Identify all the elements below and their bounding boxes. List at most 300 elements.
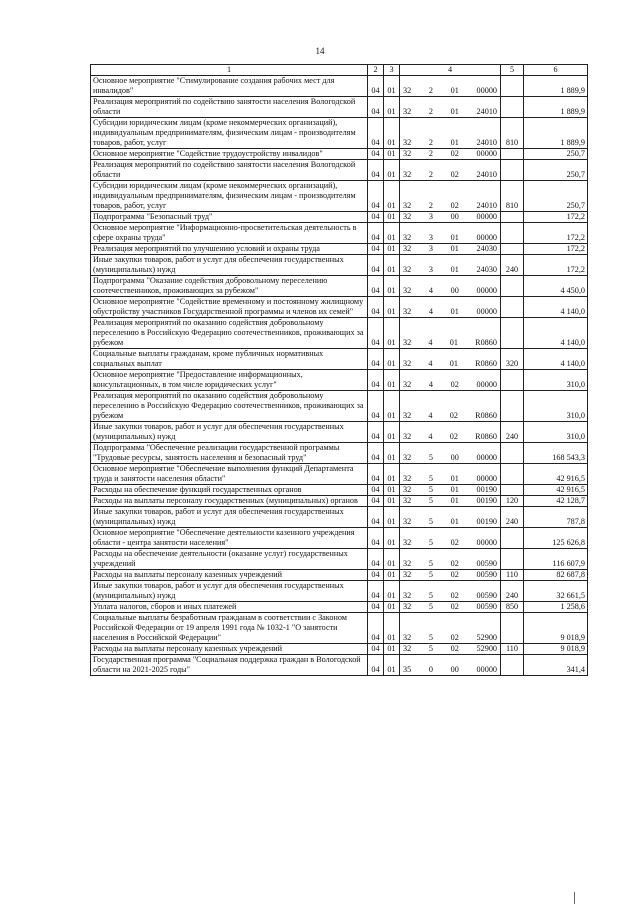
target-article-code bbox=[402, 244, 498, 254]
table-row bbox=[91, 443, 588, 464]
target-article-cell bbox=[400, 644, 501, 655]
code-part: 24010 bbox=[476, 138, 497, 147]
code-part: 32 bbox=[403, 453, 412, 462]
code-part: 0 bbox=[428, 665, 433, 674]
expense-type-cell: 240 bbox=[501, 255, 524, 276]
amount-cell: 172,2 bbox=[524, 223, 588, 244]
subsection-code-cell: 01 bbox=[384, 391, 400, 422]
code-part: 32 bbox=[403, 86, 412, 95]
target-article-cell bbox=[400, 613, 501, 644]
target-article-cell bbox=[400, 655, 501, 676]
code-part: 01 bbox=[449, 359, 458, 368]
table-row bbox=[91, 160, 588, 181]
section-code-cell: 04 bbox=[368, 422, 384, 443]
target-article-cell bbox=[400, 212, 501, 223]
table-row bbox=[91, 212, 588, 223]
expense-type-cell: 810 bbox=[501, 118, 524, 149]
row-name-cell: Подпрограмма "Оказание содействия добровольному переселению соотечественников, проживающих за рубежом" bbox=[91, 276, 368, 297]
expense-type-cell bbox=[501, 655, 524, 676]
amount-cell: 341,4 bbox=[524, 655, 588, 676]
code-part: 00000 bbox=[476, 453, 497, 462]
target-article-cell bbox=[400, 76, 501, 97]
row-name-cell: Расходы на выплаты персоналу казенных учреждений bbox=[91, 570, 368, 581]
target-article-code bbox=[402, 265, 498, 275]
code-part: 32 bbox=[403, 517, 412, 526]
code-part: 00000 bbox=[476, 212, 497, 221]
subsection-code-cell: 01 bbox=[384, 485, 400, 496]
expense-type-cell bbox=[501, 485, 524, 496]
target-article-code bbox=[402, 633, 498, 643]
subsection-code-cell: 01 bbox=[384, 181, 400, 212]
target-article-code bbox=[402, 559, 498, 569]
header-cell: 5 bbox=[501, 65, 524, 76]
code-part: 3 bbox=[428, 212, 433, 221]
section-code-cell: 04 bbox=[368, 97, 384, 118]
subsection-code-cell: 01 bbox=[384, 613, 400, 644]
expense-type-cell bbox=[501, 549, 524, 570]
row-name-cell: Подпрограмма "Безопасный труд" bbox=[91, 212, 368, 223]
target-article-code bbox=[402, 307, 498, 317]
code-part: 32 bbox=[403, 265, 412, 274]
amount-cell: 250,7 bbox=[524, 181, 588, 212]
section-code-cell: 04 bbox=[368, 244, 384, 255]
section-code-cell: 04 bbox=[368, 212, 384, 223]
code-part: 4 bbox=[428, 307, 433, 316]
code-part: 4 bbox=[428, 432, 433, 441]
table-row bbox=[91, 485, 588, 496]
subsection-code-cell: 01 bbox=[384, 528, 400, 549]
target-article-cell bbox=[400, 496, 501, 507]
expense-type-cell bbox=[501, 528, 524, 549]
code-part: 32 bbox=[403, 538, 412, 547]
code-part: 02 bbox=[450, 538, 459, 547]
code-part: 5 bbox=[428, 485, 433, 494]
amount-cell: 42 128,7 bbox=[524, 496, 588, 507]
amount-cell: 4 140,0 bbox=[524, 297, 588, 318]
row-name-cell: Государственная программа "Социальная поддержка граждан в Вологодской области на 2021-2025 годы" bbox=[91, 655, 368, 676]
target-article-cell bbox=[400, 181, 501, 212]
code-part: 32 bbox=[403, 591, 412, 600]
code-part: 01 bbox=[450, 138, 459, 147]
section-code-cell: 04 bbox=[368, 507, 384, 528]
code-part: 5 bbox=[428, 591, 433, 600]
code-part: 32 bbox=[403, 570, 412, 579]
subsection-code-cell: 01 bbox=[384, 349, 400, 370]
row-name-cell: Субсидии юридическим лицам (кроме некоммерческих организаций), индивидуальным предпринимателям, физическим лицам - производителям товаров, работ, услуг bbox=[91, 181, 368, 212]
target-article-cell bbox=[400, 160, 501, 181]
row-name-cell: Расходы на обеспечение функций государственных органов bbox=[91, 485, 368, 496]
row-name-cell: Иные закупки товаров, работ и услуг для обеспечения государственных (муниципальных) нужд bbox=[91, 422, 368, 443]
row-name-cell: Основное мероприятие "Стимулирование создания рабочих мест для инвалидов" bbox=[91, 76, 368, 97]
code-part: 3 bbox=[428, 233, 433, 242]
code-part: 32 bbox=[403, 496, 412, 505]
target-article-code bbox=[402, 138, 498, 148]
row-name-cell: Субсидии юридическим лицам (кроме некоммерческих организаций), индивидуальным предпринимателям, физическим лицам - производителям товаров, работ, услуг bbox=[91, 118, 368, 149]
target-article-cell bbox=[400, 528, 501, 549]
section-code-cell: 04 bbox=[368, 149, 384, 160]
code-part: 32 bbox=[403, 559, 412, 568]
expense-type-cell bbox=[501, 276, 524, 297]
code-part: 4 bbox=[428, 380, 433, 389]
table-row bbox=[91, 297, 588, 318]
code-part: 00000 bbox=[476, 149, 497, 158]
target-article-code bbox=[402, 86, 498, 96]
section-code-cell: 04 bbox=[368, 255, 384, 276]
target-article-cell bbox=[400, 276, 501, 297]
code-part: 00 bbox=[450, 665, 459, 674]
amount-cell: 310,0 bbox=[524, 391, 588, 422]
code-part: 02 bbox=[450, 170, 459, 179]
target-article-code bbox=[402, 496, 498, 506]
code-part: 2 bbox=[428, 107, 433, 116]
header-cell: 1 bbox=[91, 65, 368, 76]
code-part: 00000 bbox=[476, 538, 497, 547]
amount-cell: 168 543,3 bbox=[524, 443, 588, 464]
table-row bbox=[91, 549, 588, 570]
amount-cell: 310,0 bbox=[524, 422, 588, 443]
row-name-cell: Иные закупки товаров, работ и услуг для обеспечения государственных (муниципальных) нужд bbox=[91, 581, 368, 602]
section-code-cell: 04 bbox=[368, 496, 384, 507]
expense-type-cell bbox=[501, 223, 524, 244]
code-part: 01 bbox=[450, 517, 459, 526]
code-part: 01 bbox=[450, 265, 459, 274]
table-row bbox=[91, 118, 588, 149]
header-cell: 2 bbox=[368, 65, 384, 76]
row-name-cell: Расходы на обеспечение деятельности (оказание услуг) государственных учреждений bbox=[91, 549, 368, 570]
code-part: 5 bbox=[428, 633, 433, 642]
code-part: 32 bbox=[403, 411, 412, 420]
row-name-cell: Реализация мероприятий по содействию занятости населения Вологодской области bbox=[91, 97, 368, 118]
expense-type-cell: 110 bbox=[501, 570, 524, 581]
code-part: 4 bbox=[428, 338, 433, 347]
section-code-cell: 04 bbox=[368, 464, 384, 485]
amount-cell: 172,2 bbox=[524, 244, 588, 255]
target-article-code bbox=[402, 485, 498, 495]
subsection-code-cell: 01 bbox=[384, 507, 400, 528]
amount-cell: 172,2 bbox=[524, 255, 588, 276]
table-row bbox=[91, 318, 588, 349]
section-code-cell: 04 bbox=[368, 581, 384, 602]
table-row bbox=[91, 602, 588, 613]
subsection-code-cell: 01 bbox=[384, 644, 400, 655]
header-cell: 3 bbox=[384, 65, 400, 76]
code-part: 01 bbox=[450, 107, 459, 116]
code-part: 02 bbox=[450, 380, 459, 389]
target-article-cell bbox=[400, 349, 501, 370]
code-part: 3 bbox=[428, 265, 433, 274]
section-code-cell: 04 bbox=[368, 76, 384, 97]
expense-type-cell bbox=[501, 464, 524, 485]
expense-type-cell: 120 bbox=[501, 496, 524, 507]
row-name-cell: Основное мероприятие "Обеспечение деятельности казенного учреждения области - центра занятости населения" bbox=[91, 528, 368, 549]
subsection-code-cell: 01 bbox=[384, 496, 400, 507]
section-code-cell: 04 bbox=[368, 370, 384, 391]
section-code-cell: 04 bbox=[368, 644, 384, 655]
amount-cell: 4 140,0 bbox=[524, 349, 588, 370]
code-part: 01 bbox=[450, 86, 459, 95]
amount-cell: 4 450,0 bbox=[524, 276, 588, 297]
section-code-cell: 04 bbox=[368, 549, 384, 570]
code-part: 5 bbox=[428, 644, 433, 653]
amount-cell: 9 018,9 bbox=[524, 644, 588, 655]
target-article-code bbox=[402, 517, 498, 527]
section-code-cell: 04 bbox=[368, 181, 384, 212]
target-article-code bbox=[402, 107, 498, 117]
target-article-cell bbox=[400, 297, 501, 318]
row-name-cell: Реализация мероприятий по содействию занятости населения Вологодской области bbox=[91, 160, 368, 181]
target-article-cell bbox=[400, 391, 501, 422]
expense-type-cell bbox=[501, 297, 524, 318]
target-article-code bbox=[402, 212, 498, 222]
target-article-code bbox=[402, 233, 498, 243]
expense-type-cell bbox=[501, 613, 524, 644]
subsection-code-cell: 01 bbox=[384, 244, 400, 255]
subsection-code-cell: 01 bbox=[384, 118, 400, 149]
code-part: 32 bbox=[403, 286, 412, 295]
subsection-code-cell: 01 bbox=[384, 602, 400, 613]
subsection-code-cell: 01 bbox=[384, 297, 400, 318]
section-code-cell: 04 bbox=[368, 391, 384, 422]
section-code-cell: 04 bbox=[368, 613, 384, 644]
target-article-code bbox=[402, 602, 498, 612]
table-row bbox=[91, 528, 588, 549]
table-row bbox=[91, 244, 588, 255]
row-name-cell: Социальные выплаты безработным гражданам в соответствии с Законом Российской Федерации от 19 апреля 1991 года № 1032-1 "О занятости населения в Российской Федерации" bbox=[91, 613, 368, 644]
target-article-cell bbox=[400, 570, 501, 581]
amount-cell: 116 607,9 bbox=[524, 549, 588, 570]
code-part: 01 bbox=[450, 496, 459, 505]
table-row bbox=[91, 464, 588, 485]
code-part: 4 bbox=[428, 411, 433, 420]
target-article-code bbox=[402, 380, 498, 390]
code-part: 01 bbox=[450, 244, 459, 253]
code-part: 24030 bbox=[476, 265, 497, 274]
expense-type-cell: 110 bbox=[501, 644, 524, 655]
code-part: 02 bbox=[450, 602, 459, 611]
table-row bbox=[91, 370, 588, 391]
target-article-code bbox=[402, 591, 498, 601]
table-row bbox=[91, 613, 588, 644]
target-article-code bbox=[402, 149, 498, 159]
code-part: 02 bbox=[449, 432, 458, 441]
target-article-cell bbox=[400, 422, 501, 443]
table-row bbox=[91, 349, 588, 370]
amount-cell: 250,7 bbox=[524, 149, 588, 160]
subsection-code-cell: 01 bbox=[384, 255, 400, 276]
table-row bbox=[91, 76, 588, 97]
code-part: 5 bbox=[428, 559, 433, 568]
code-part: 00000 bbox=[476, 307, 497, 316]
expense-type-cell bbox=[501, 443, 524, 464]
target-article-cell bbox=[400, 549, 501, 570]
table-row bbox=[91, 181, 588, 212]
code-part: R0860 bbox=[475, 359, 497, 368]
target-article-cell bbox=[400, 149, 501, 160]
table-row bbox=[91, 581, 588, 602]
expense-type-cell bbox=[501, 160, 524, 181]
table-row bbox=[91, 97, 588, 118]
code-part: 4 bbox=[428, 286, 433, 295]
code-part: 24010 bbox=[476, 170, 497, 179]
row-name-cell: Социальные выплаты гражданам, кроме публичных нормативных социальных выплат bbox=[91, 349, 368, 370]
amount-cell: 310,0 bbox=[524, 370, 588, 391]
code-part: 00190 bbox=[476, 485, 497, 494]
code-part: 3 bbox=[428, 244, 433, 253]
target-article-cell bbox=[400, 118, 501, 149]
code-part: 00000 bbox=[476, 86, 497, 95]
header-cell: 6 bbox=[524, 65, 588, 76]
code-part: 32 bbox=[403, 212, 412, 221]
code-part: 24010 bbox=[476, 107, 497, 116]
table-row bbox=[91, 496, 588, 507]
code-part: 32 bbox=[403, 432, 412, 441]
expense-type-cell: 240 bbox=[501, 507, 524, 528]
expense-type-cell: 240 bbox=[501, 422, 524, 443]
target-article-cell bbox=[400, 485, 501, 496]
code-part: 02 bbox=[450, 570, 459, 579]
amount-cell: 42 916,5 bbox=[524, 464, 588, 485]
subsection-code-cell: 01 bbox=[384, 655, 400, 676]
row-name-cell: Уплата налогов, сборов и иных платежей bbox=[91, 602, 368, 613]
code-part: 2 bbox=[428, 86, 433, 95]
code-part: 01 bbox=[450, 485, 459, 494]
target-article-cell bbox=[400, 370, 501, 391]
target-article-code bbox=[402, 665, 498, 675]
subsection-code-cell: 01 bbox=[384, 570, 400, 581]
scan-mark bbox=[574, 892, 575, 904]
code-part: 32 bbox=[403, 201, 412, 210]
target-article-cell bbox=[400, 255, 501, 276]
target-article-code bbox=[402, 474, 498, 484]
code-part: 2 bbox=[428, 201, 433, 210]
subsection-code-cell: 01 bbox=[384, 549, 400, 570]
code-part: 02 bbox=[450, 201, 459, 210]
subsection-code-cell: 01 bbox=[384, 149, 400, 160]
row-name-cell: Расходы на выплаты персоналу казенных учреждений bbox=[91, 644, 368, 655]
code-part: 32 bbox=[403, 170, 412, 179]
code-part: 32 bbox=[403, 338, 412, 347]
section-code-cell: 04 bbox=[368, 570, 384, 581]
expense-type-cell bbox=[501, 76, 524, 97]
code-part: 00000 bbox=[476, 286, 497, 295]
expense-type-cell bbox=[501, 370, 524, 391]
subsection-code-cell: 01 bbox=[384, 223, 400, 244]
code-part: 00000 bbox=[476, 665, 497, 674]
code-part: 00590 bbox=[476, 559, 497, 568]
code-part: 32 bbox=[403, 138, 412, 147]
target-article-cell bbox=[400, 97, 501, 118]
section-code-cell: 04 bbox=[368, 297, 384, 318]
code-part: R0860 bbox=[475, 338, 497, 347]
code-part: 00590 bbox=[476, 570, 497, 579]
code-part: R0860 bbox=[475, 432, 497, 441]
table-row bbox=[91, 149, 588, 160]
code-part: 32 bbox=[403, 107, 412, 116]
expense-type-cell: 810 bbox=[501, 181, 524, 212]
subsection-code-cell: 01 bbox=[384, 160, 400, 181]
code-part: 01 bbox=[450, 474, 459, 483]
target-article-code bbox=[402, 644, 498, 654]
row-name-cell: Основное мероприятие "Содействие трудоустройству инвалидов" bbox=[91, 149, 368, 160]
code-part: 00590 bbox=[476, 591, 497, 600]
amount-cell: 9 018,9 bbox=[524, 613, 588, 644]
target-article-code bbox=[402, 453, 498, 463]
section-code-cell: 04 bbox=[368, 276, 384, 297]
row-name-cell: Подпрограмма "Обеспечение реализации государственной программы "Трудовые ресурсы, занятость населения и безопасный труд" bbox=[91, 443, 368, 464]
code-part: 32 bbox=[403, 307, 412, 316]
code-part: 02 bbox=[450, 633, 459, 642]
code-part: 5 bbox=[428, 453, 433, 462]
target-article-code bbox=[402, 538, 498, 548]
target-article-cell bbox=[400, 244, 501, 255]
section-code-cell: 04 bbox=[368, 349, 384, 370]
code-part: 32 bbox=[403, 149, 412, 158]
code-part: 32 bbox=[403, 633, 412, 642]
amount-cell: 4 140,0 bbox=[524, 318, 588, 349]
row-name-cell: Основное мероприятие "Обеспечение выполнения функций Департамента труда и занятости населения области" bbox=[91, 464, 368, 485]
table-row bbox=[91, 422, 588, 443]
code-part: 00 bbox=[450, 212, 459, 221]
subsection-code-cell: 01 bbox=[384, 581, 400, 602]
amount-cell: 1 889,9 bbox=[524, 118, 588, 149]
target-article-cell bbox=[400, 318, 501, 349]
code-part: 2 bbox=[428, 170, 433, 179]
target-article-code bbox=[402, 359, 498, 369]
row-name-cell: Основное мероприятие "Содействие временному и постоянному жилищному обустройству участников Государственной программы и членов их семей" bbox=[91, 297, 368, 318]
code-part: 32 bbox=[403, 359, 412, 368]
row-name-cell: Реализация мероприятий по улучшению условий и охраны труда bbox=[91, 244, 368, 255]
section-code-cell: 04 bbox=[368, 160, 384, 181]
page-number: 14 bbox=[315, 46, 325, 56]
row-name-cell: Реализация мероприятий по оказанию содействия добровольному переселению в Российскую Федерацию соотечественников, проживающих за рубежом bbox=[91, 318, 368, 349]
code-part: 00 bbox=[450, 286, 459, 295]
code-part: 52900 bbox=[476, 644, 497, 653]
section-code-cell: 04 bbox=[368, 118, 384, 149]
target-article-code bbox=[402, 570, 498, 580]
target-article-cell bbox=[400, 581, 501, 602]
row-name-cell: Иные закупки товаров, работ и услуг для обеспечения государственных (муниципальных) нужд bbox=[91, 255, 368, 276]
code-part: 32 bbox=[403, 485, 412, 494]
code-part: 01 bbox=[450, 233, 459, 242]
expense-type-cell: 850 bbox=[501, 602, 524, 613]
code-part: 02 bbox=[449, 411, 458, 420]
subsection-code-cell: 01 bbox=[384, 76, 400, 97]
table-row bbox=[91, 507, 588, 528]
table-row bbox=[91, 655, 588, 676]
subsection-code-cell: 01 bbox=[384, 318, 400, 349]
row-name-cell: Основное мероприятие "Предоставление информационных, консультационных, в том числе юридических услуг" bbox=[91, 370, 368, 391]
row-name-cell: Расходы на выплаты персоналу государственных (муниципальных) органов bbox=[91, 496, 368, 507]
code-part: 02 bbox=[450, 591, 459, 600]
table-row bbox=[91, 391, 588, 422]
code-part: 24030 bbox=[476, 244, 497, 253]
code-part: 24010 bbox=[476, 201, 497, 210]
code-part: 32 bbox=[403, 380, 412, 389]
code-part: 32 bbox=[403, 474, 412, 483]
table-row bbox=[91, 223, 588, 244]
target-article-cell bbox=[400, 464, 501, 485]
amount-cell: 1 889,9 bbox=[524, 97, 588, 118]
code-part: 32 bbox=[403, 244, 412, 253]
expense-type-cell bbox=[501, 97, 524, 118]
amount-cell: 32 661,5 bbox=[524, 581, 588, 602]
table-row bbox=[91, 276, 588, 297]
amount-cell: 125 626,8 bbox=[524, 528, 588, 549]
code-part: 32 bbox=[403, 233, 412, 242]
section-code-cell: 04 bbox=[368, 602, 384, 613]
amount-cell: 787,8 bbox=[524, 507, 588, 528]
target-article-cell bbox=[400, 443, 501, 464]
